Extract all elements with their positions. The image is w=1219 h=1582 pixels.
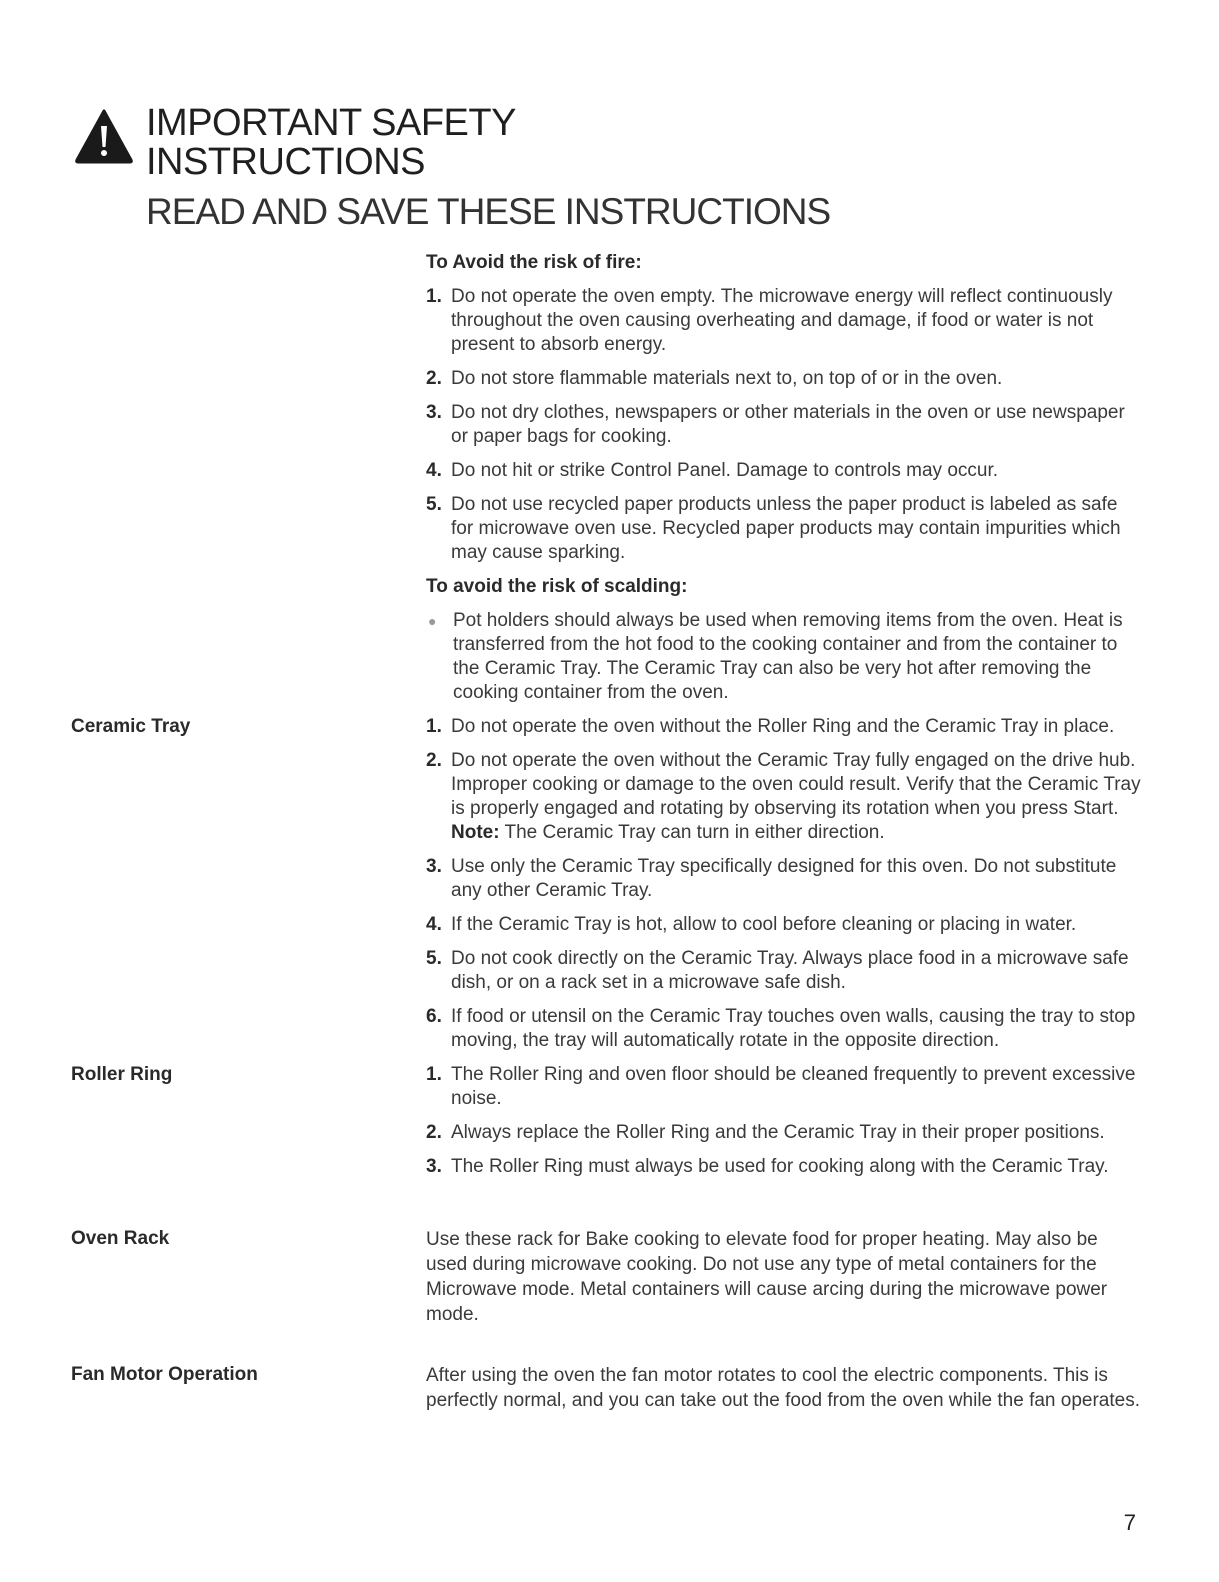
page-title-line1: IMPORTANT SAFETY [146, 102, 516, 144]
list-item: 1. Do not operate the oven empty. The microwave energy will reflect continuously throughout the oven causing overheating and damage, if food or water is not present to absorb energy. [426, 286, 1113, 355]
list-item: 1. Do not operate the oven without the Roller Ring and the Ceramic Tray in place. [426, 716, 1115, 737]
list-item: 6. If food or utensil on the Ceramic Tray touches oven walls, causing the tray to stop moving, the tray will automatically rotate in the opposite direction. [426, 1006, 1136, 1051]
list-item: 3. The Roller Ring must always be used for cooking along with the Ceramic Tray. [426, 1156, 1109, 1177]
list-item: 2. Do not store flammable materials next to, on top of or in the oven. [426, 368, 1003, 389]
list-item: 4. Do not hit or strike Control Panel. Damage to controls may occur. [426, 460, 999, 481]
fan-motor-section [71, 1363, 1141, 1413]
scalding-heading: To avoid the risk of scalding: [426, 576, 688, 597]
roller-ring-section [71, 1063, 1141, 1189]
oven-rack-text: Use these rack for Bake cooking to elevate food for proper heating. May also be used during microwave cooking. Do not use any type of metal containers for the Microwave mode. Metal containers will cause arcing during the microwave power mode. [426, 1229, 1108, 1325]
section-label-roller-ring: Roller Ring [71, 1064, 173, 1085]
oven-rack-section [71, 1227, 1141, 1327]
section-label-ceramic-tray: Ceramic Tray [71, 716, 191, 737]
content [71, 251, 1141, 1413]
section-label-oven-rack: Oven Rack [71, 1228, 170, 1249]
page-title-line2: INSTRUCTIONS [146, 141, 425, 183]
list-item: 2. Always replace the Roller Ring and the Ceramic Tray in their proper positions. [426, 1122, 1105, 1143]
list-item: 5. Do not cook directly on the Ceramic Tray. Always place food in a microwave safe dish, or on a rack set in a microwave safe dish. [426, 948, 1129, 993]
page-title [146, 104, 846, 182]
list-item: 3. Do not dry clothes, newspapers or other materials in the oven or use newspaper or paper bags for cooking. [426, 402, 1125, 447]
note-label: Note: [451, 822, 500, 843]
page-number: 7 [1123, 1510, 1136, 1535]
ceramic-tray-section [71, 715, 1141, 1063]
fan-motor-text: After using the oven the fan motor rotates to cool the electric components. This is perfectly normal, and you can take out the food from the oven while the fan operates. [426, 1365, 1140, 1411]
list-item: 3. Use only the Ceramic Tray specifically designed for this oven. Do not substitute any other Ceramic Tray. [426, 856, 1117, 901]
bullet-item: ● Pot holders should always be used when removing items from the oven. Heat is transferred from the hot food to the cooking container and from the container to the Ceramic Tray. The Ceramic Tray can also be very hot after removing the cooking container from the oven. [428, 610, 1123, 703]
fire-heading: To Avoid the risk of fire: [426, 252, 642, 273]
page-subtitle: READ AND SAVE THESE INSTRUCTIONS [146, 191, 831, 232]
fire-section [71, 251, 1141, 715]
list-item: 1. The Roller Ring and oven floor should be cleaned frequently to prevent excessive noise. [426, 1064, 1136, 1109]
list-item: 5. Do not use recycled paper products unless the paper product is labeled as safe for microwave oven use. Recycled paper products may contain impurities which may cause sparking. [426, 494, 1121, 563]
warning-icon [74, 108, 134, 164]
bullet-icon: ● [428, 613, 437, 629]
list-item: 4. If the Ceramic Tray is hot, allow to cool before cleaning or placing in water. [426, 914, 1077, 935]
section-label-fan-motor: Fan Motor Operation [71, 1364, 258, 1385]
list-item: 2. Do not operate the oven without the Ceramic Tray fully engaged on the drive hub. Improper cooking or damage to the oven could result. Verify that the Ceramic Tray is properly engaged and rotating by observing its rotation when you press Start. Note: The Ceramic Tray can turn in either direction. [426, 750, 1141, 843]
